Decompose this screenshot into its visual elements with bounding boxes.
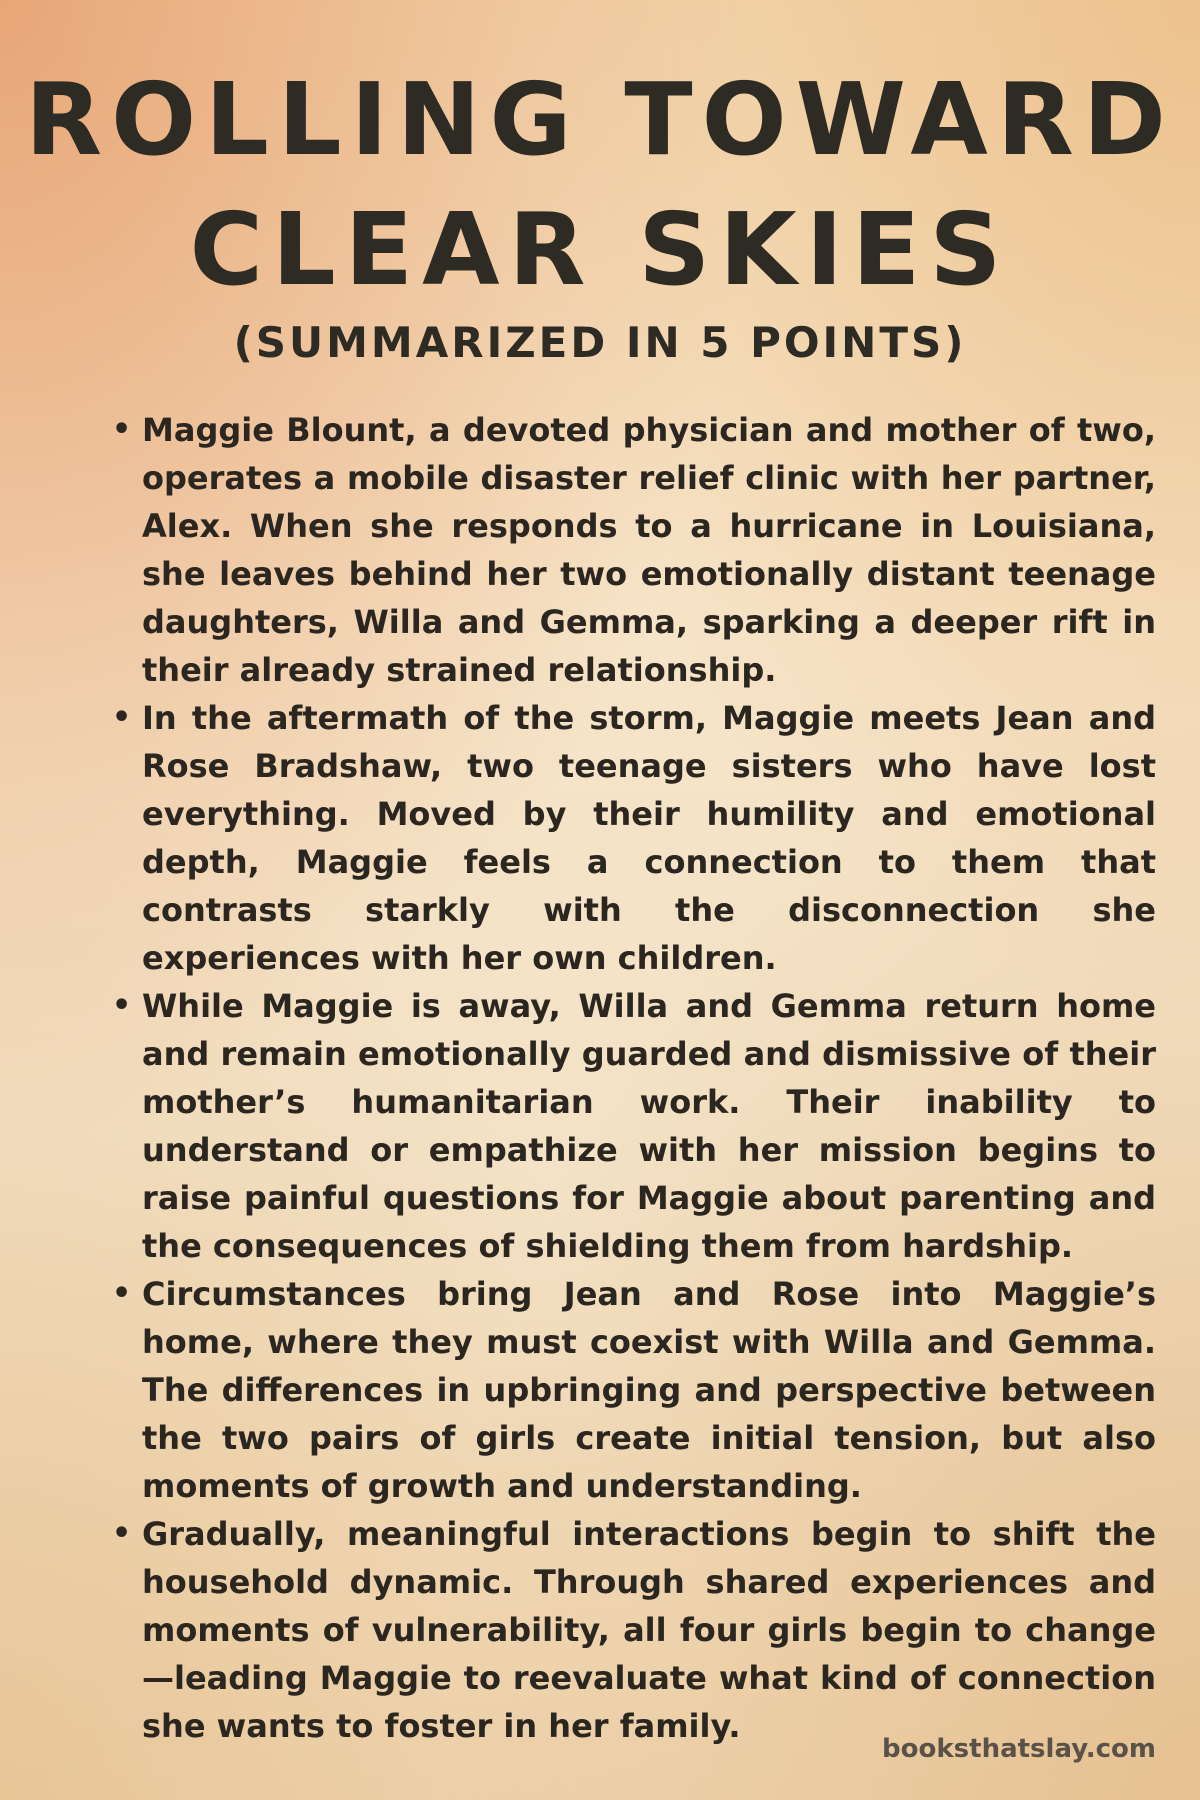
summary-point-2-text: In the aftermath of the storm, Maggie meets Jean and Rose Bradshaw, two teenage sisters who have lost everything. Moved by their humility and emotional depth, Maggie feels a connection to them that contrasts starkly with the disconnection she experiences with her own children. — [142, 699, 1156, 977]
summary-points-list — [112, 406, 1156, 1750]
summary-point-1-text: Maggie Blount, a devoted physician and mother of two, operates a mobile disaster relief clinic with her partner, Alex. When she responds to a hurricane in Louisiana, she leaves behind her two emotionally distant teenage daughters, Willa and Gemma, sparking a deeper rift in their already strained relationship. — [142, 411, 1156, 689]
summary-point-2 — [112, 694, 1156, 982]
title-line-2: CLEAR SKIES — [189, 191, 1011, 308]
summary-point-5-text: Gradually, meaningful interactions begin to shift the household dynamic. Through shared experiences and moments of vulnerability, all four girls begin to change—leading Maggie to reevaluate what kind of connection she wants to foster in her family. — [142, 1515, 1156, 1745]
bullet-icon: • — [112, 1276, 132, 1311]
summary-point-1 — [112, 406, 1156, 694]
subtitle: (SUMMARIZED IN 5 POINTS) — [233, 318, 967, 367]
summary-point-5 — [112, 1510, 1156, 1750]
summary-point-4-text: Circumstances bring Jean and Rose into Maggie’s home, where they must coexist with Willa and Gemma. The differences in upbringing and perspective between the two pairs of girls create initial tension, but also moments of growth and understanding. — [142, 1275, 1156, 1505]
bullet-icon: • — [112, 988, 132, 1023]
summary-point-3-text: While Maggie is away, Willa and Gemma return home and remain emotionally guarded and dismissive of their mother’s humanitarian work. Their inability to understand or empathize with her mission begins to raise painful questions for Maggie about parenting and the consequences of shielding them from hardship. — [142, 987, 1156, 1265]
bullet-icon: • — [112, 1516, 132, 1551]
summary-point-4 — [112, 1270, 1156, 1510]
title-line-1: ROLLING TOWARD — [25, 61, 1175, 178]
bullet-icon: • — [112, 700, 132, 735]
summary-point-3 — [112, 982, 1156, 1270]
site-watermark: booksthatslay.com — [882, 1734, 1156, 1764]
bullet-icon: • — [112, 412, 132, 447]
